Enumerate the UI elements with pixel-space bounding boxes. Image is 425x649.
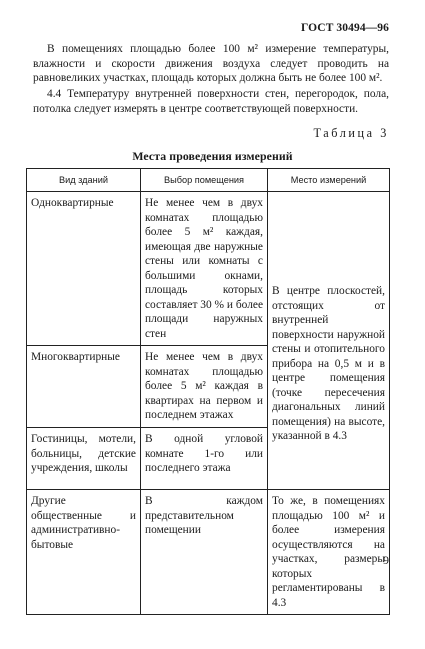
table-header-row	[27, 169, 390, 192]
cell-measurement-place: То же, в помещениях площадью 100 м² и более измерения осуществляются на участках, размеры которых регламентированы в 4.3	[268, 490, 390, 615]
cell-building-type: Одноквартирные	[27, 192, 141, 346]
table-label: Таблица 3	[313, 126, 389, 140]
cell-building-type: Другие общественные и административно-бытовые	[27, 490, 141, 615]
page-number: 9	[383, 553, 389, 567]
paragraph-4-4: 4.4 Температуру внутренней поверхности стен, перегородок, пола, потолка следует измерять в центре соответствующей поверхности.	[33, 88, 389, 115]
paragraph-area-measurement: В помещениях площадью более 100 м² измерение температуры, влажности и скорости движения воздуха следует проводить на равновеликих участках, площадь которых должна быть не более 100 м².	[33, 43, 389, 85]
cell-room-selection: Не менее чем в двух комнатах площадью более 5 м² каждая, имеющая две наружные стены или комнаты с большими окнами, площадь которых составляет 30 % и более площади наружных стен	[141, 192, 268, 346]
column-header-building-type: Вид зданий	[27, 169, 141, 192]
cell-room-selection: В одной угловой комнате 1-го или последнего этажа	[141, 428, 268, 490]
cell-room-selection: В каждом представительном помещении	[141, 490, 268, 615]
cell-room-selection: Не менее чем в двух комнатах площадью более 5 м² каждая в квартирах на первом и последнем этажах	[141, 346, 268, 428]
column-header-measurement-place: Место измерений	[268, 169, 390, 192]
cell-measurement-place-merged: В центре плоскостей, отстоящих от внутренней поверхности наружной стены и отопительного прибора на 0,5 м и в центре помещения (точке пересечения диагональных линий помещения) на высоте, указанной в 4.3	[268, 192, 390, 490]
document-header: ГОСТ 30494—96	[300, 22, 389, 34]
measurement-locations-table	[26, 168, 390, 615]
table-row	[27, 192, 390, 346]
table-row	[27, 490, 390, 615]
cell-building-type: Многоквартирные	[27, 346, 141, 428]
cell-building-type: Гостиницы, мотели, больницы, детские учреждения, школы	[27, 428, 141, 490]
table-title: Места проведения измерений	[132, 149, 293, 163]
column-header-room-selection: Выбор помещения	[141, 169, 268, 192]
